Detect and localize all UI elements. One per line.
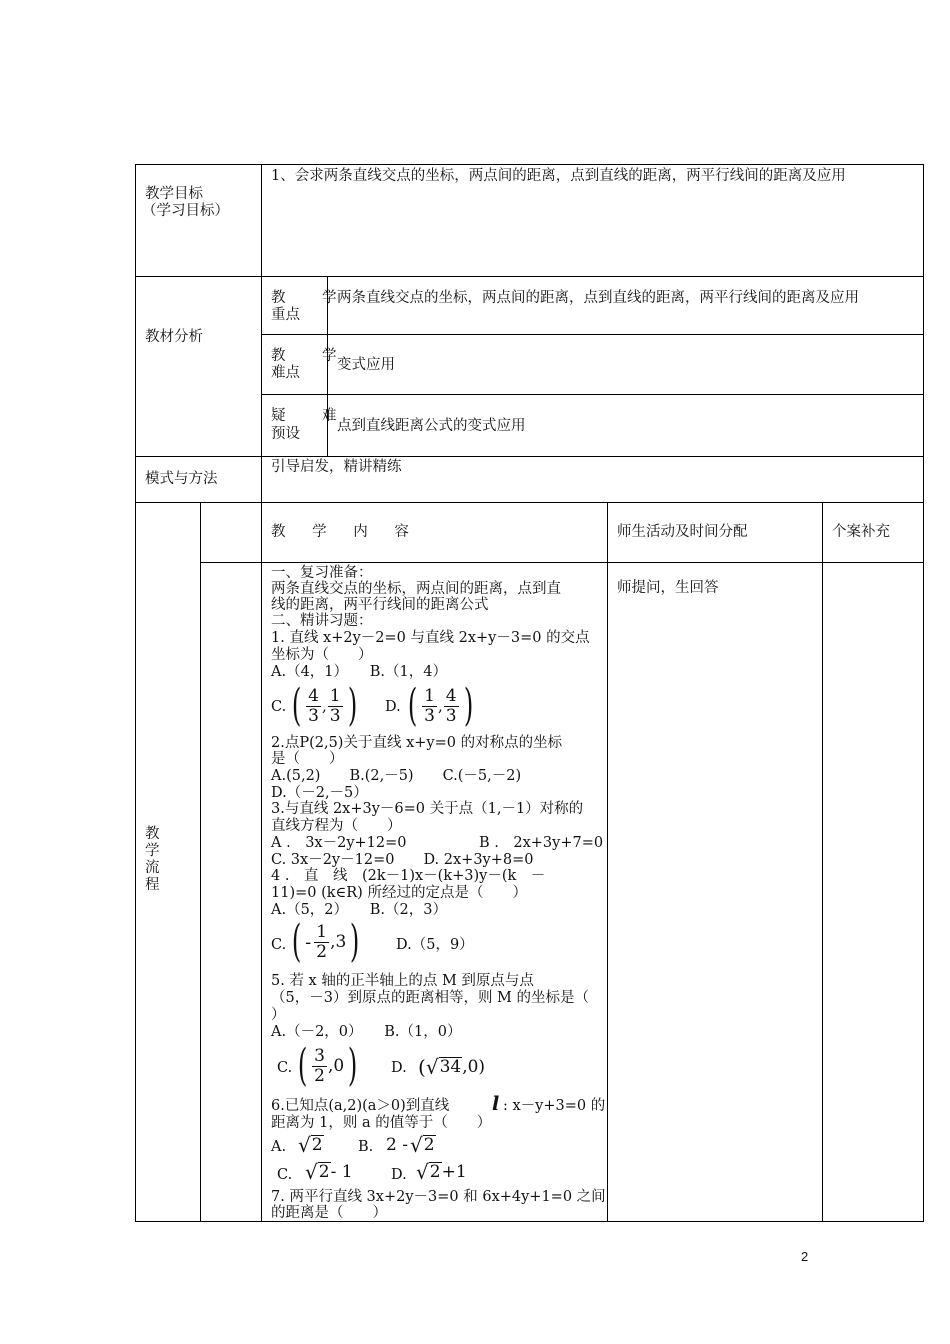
q4-option-d: D.（5，9）: [396, 937, 474, 953]
difficulty-content: 变式应用: [337, 357, 395, 373]
key-point-label-2: 重点: [271, 307, 300, 323]
q2-line-2: 是（ ）: [271, 751, 344, 767]
table-border-right: [923, 164, 924, 1222]
q5-option-c-math: ( $\frac{3}{2}$ ,0 ): [297, 1040, 358, 1091]
preset-label-2: 预设: [271, 426, 300, 442]
difficulty-label: 教 学: [271, 348, 348, 364]
q3-options-cd: C. 3x－2y－12=0 D. 2x+3y+8=0: [271, 852, 534, 868]
method-content: 引导启发，精讲精练: [271, 459, 402, 475]
review-text-1: 两条直线交点的坐标，两点间的距离，点到直: [271, 581, 561, 597]
page-number: 2: [801, 1249, 809, 1264]
q6-option-c-math: √ 2 - 1: [305, 1160, 353, 1184]
q6-option-a-label: A.: [271, 1139, 287, 1155]
q5-line-3: ）: [271, 1007, 286, 1023]
q4-line-2: 11)=0 (k∈R) 所经过的定点是（ ）: [271, 885, 527, 901]
objective-content: 1、会求两条直线交点的坐标，两点间的距离，点到直线的距离，两平行线间的距离及应用: [271, 168, 846, 184]
q6-option-d-math: √ 2 +1: [416, 1160, 467, 1184]
table-border-left: [135, 164, 136, 1222]
q5-line-2: （5，－3）到原点的距离相等，则 M 的坐标是（: [271, 990, 590, 1006]
q1-option-d-label: D.: [385, 699, 401, 715]
preset-content: 点到直线距离公式的变式应用: [337, 418, 526, 434]
process-activity: 师提问，生回答: [617, 580, 719, 596]
q1-option-d-math: ( $\frac{1}{3}$ , $\frac{4}{3}$ ): [407, 680, 473, 731]
q7-line-2: 的距离是（ ）: [271, 1205, 387, 1221]
q1-option-c-label: C.: [271, 699, 287, 715]
q1-line-2: 坐标为（ ）: [271, 647, 373, 663]
key-point-label: 教 学: [271, 290, 348, 306]
q3-line-1: 3.与直线 2x+3y－6=0 关于点（1,－1）对称的: [271, 801, 584, 817]
process-header-content: 教 学 内 容: [271, 524, 409, 540]
q7-line-1: 7. 两平行直线 3x+2y－3=0 和 6x+4y+1=0 之间: [271, 1189, 606, 1205]
col-divider: [200, 502, 201, 1222]
method-label: 模式与方法: [145, 471, 218, 487]
table-border-bottom: [135, 1221, 924, 1222]
q6-option-c-label: C.: [277, 1167, 293, 1183]
q6-option-b-label: B.: [358, 1139, 374, 1155]
process-header-supplement: 个案补充: [832, 524, 890, 540]
q1-option-c-math: ( $\frac{4}{3}$ , $\frac{1}{3}$ ): [291, 680, 357, 731]
row-divider: [261, 394, 924, 395]
q6-option-d-label: D.: [391, 1167, 407, 1183]
difficulty-label-2: 难点: [271, 365, 300, 381]
row-divider: [135, 276, 924, 277]
process-label: 教学流程: [145, 826, 160, 893]
q5-line-1: 5. 若 x 轴的正半轴上的点 M 到原点与点: [271, 973, 534, 989]
q2-option-d: D.（－2,－5）: [271, 785, 368, 801]
q3-line-2: 直线方程为（ ）: [271, 818, 402, 834]
row-divider: [261, 334, 924, 335]
review-text-2: 线的距离，两平行线间的距离公式: [271, 597, 489, 613]
q2-options-abc: A.(5,2) B.(2,－5) C.(－5,－2): [271, 768, 522, 784]
q4-options-ab: A.（5，2） B.（2，3）: [271, 902, 447, 918]
q4-option-c-math: ( - $\frac{1}{2}$ ,3 ): [291, 916, 360, 967]
q5-option-d-math: ( √ 34 ,0): [418, 1055, 486, 1079]
review-heading: 一、复习准备：: [271, 565, 373, 581]
q6-line-2: 距离为 1，则 a 的值等于（ ）: [271, 1115, 492, 1131]
table-border-top: [135, 164, 924, 165]
q5-option-d-label: D.: [391, 1060, 407, 1076]
q3-options-ab: A . 3x－2y+12=0 B . 2x+3y+7=0: [271, 835, 604, 851]
exercise-heading: 二、精讲习题：: [271, 613, 373, 629]
q6-line-l: l: [492, 1093, 500, 1115]
process-header-activity: 师生活动及时间分配: [617, 524, 748, 540]
q6-line-1b: : x－y+3=0 的: [503, 1098, 606, 1114]
q4-line-1: 4 . 直 线 (2k－1)x－(k+3)y－(k －: [271, 868, 546, 884]
row-divider: [200, 562, 924, 563]
key-point-content: 两条直线交点的坐标，两点间的距离，点到直线的距离，两平行线间的距离及应用: [337, 290, 859, 306]
row-divider: [135, 502, 924, 503]
q1-options-ab: A.（4，1） B.（1，4）: [271, 664, 447, 680]
q6-line-1a: 6.已知点(a,2)(a＞0)到直线: [271, 1098, 450, 1114]
q5-options-ab: A.（－2，0） B.（1，0）: [271, 1024, 462, 1040]
preset-label: 疑 难: [271, 408, 348, 424]
q6-option-a-math: √ 2: [298, 1133, 323, 1157]
q5-option-c-label: C.: [277, 1060, 293, 1076]
q2-line-1: 2.点P(2,5)关于直线 x+y=0 的对称点的坐标: [271, 735, 563, 751]
q6-option-b-math: 2 - √ 2: [386, 1133, 435, 1157]
objective-sublabel: （学习目标）: [142, 203, 229, 219]
objective-label: 教学目标: [145, 186, 203, 202]
q4-option-c-label: C.: [271, 937, 287, 953]
analysis-label: 教材分析: [145, 329, 203, 345]
col-divider: [261, 164, 262, 1222]
col-divider: [822, 502, 823, 1222]
row-divider: [135, 456, 924, 457]
q1-line-1: 1. 直线 x+2y－2=0 与直线 2x+y－3=0 的交点: [271, 630, 590, 646]
col-divider: [607, 502, 608, 1222]
